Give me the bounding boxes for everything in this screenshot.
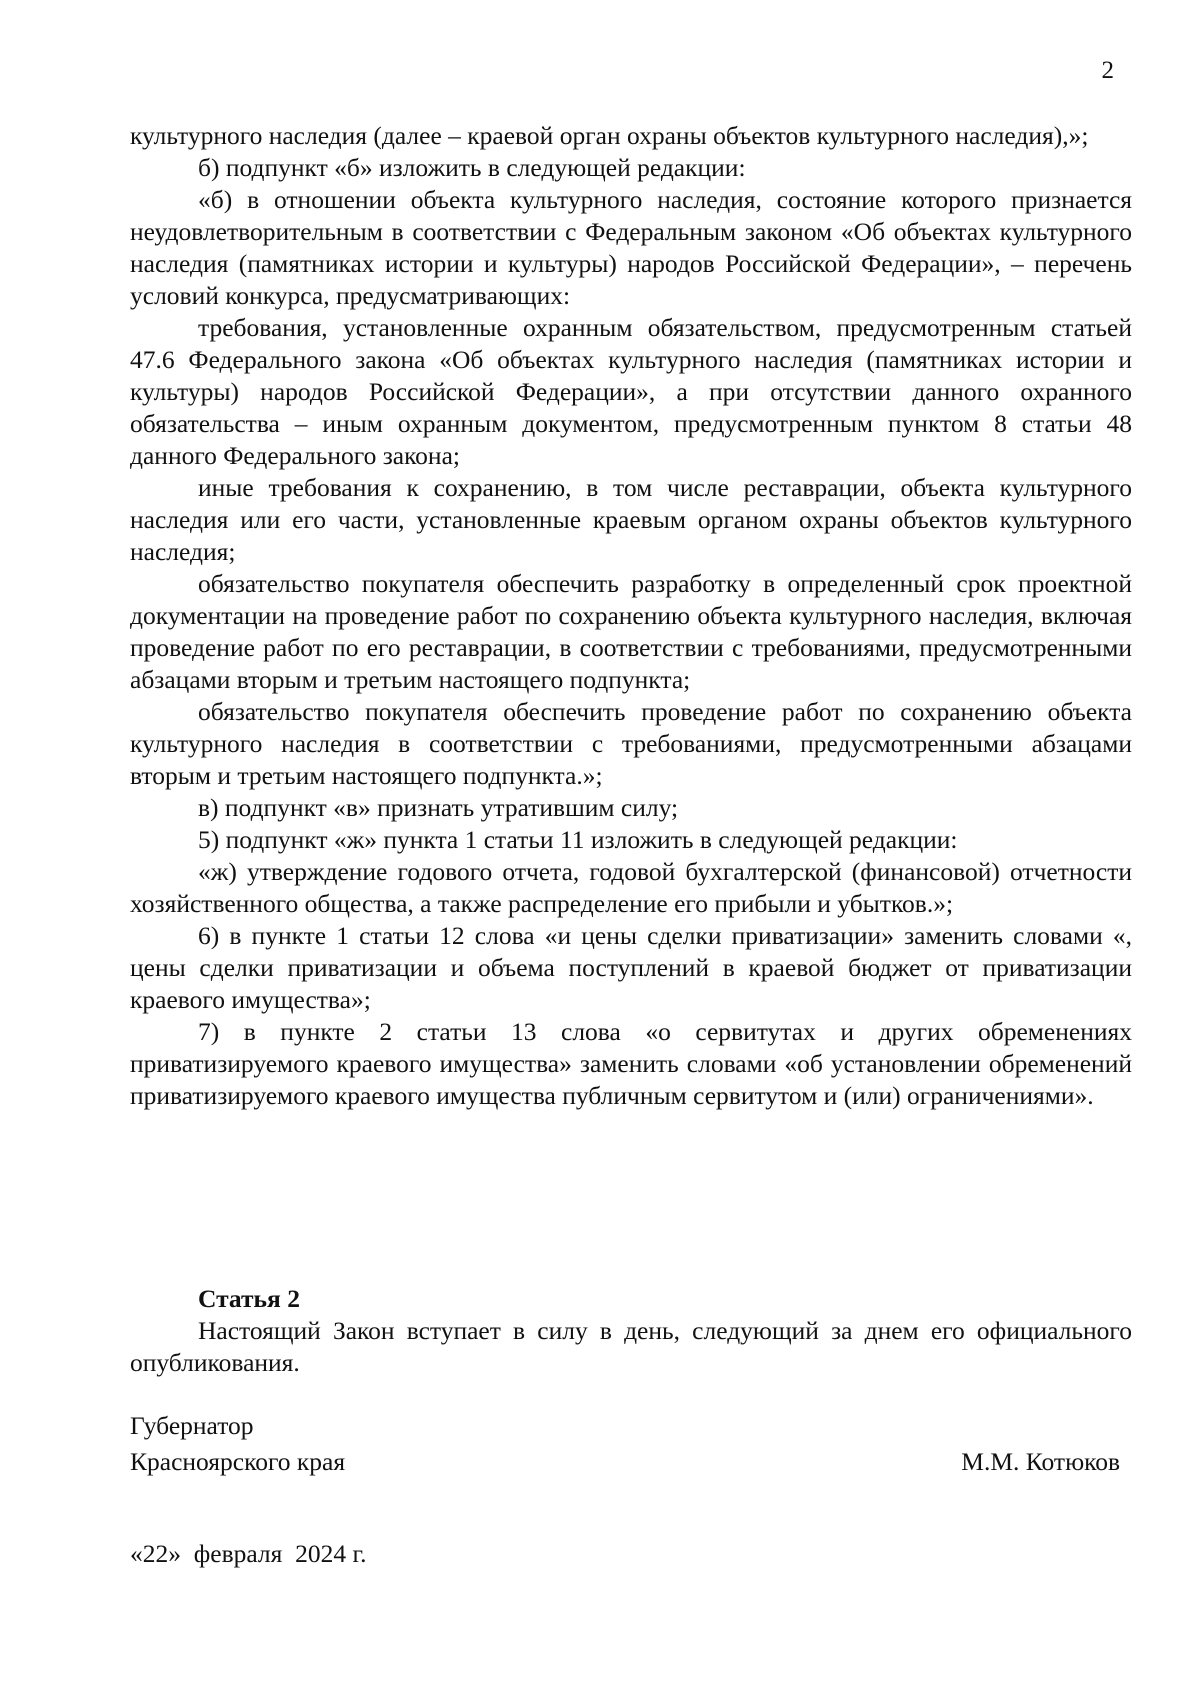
- document-date: «22» февраля 2024 г.: [130, 1539, 367, 1568]
- signature-block: [130, 1408, 1120, 1480]
- paragraph-11: 6) в пункте 1 статьи 12 слова «и цены сделки приватизации» заменить словами «, цены сделки приватизации и объема поступлений в краевой бюджет от приватизации краевого имущества»;: [130, 921, 1132, 1014]
- article-2-section: [130, 1283, 1132, 1379]
- paragraph-1: культурного наследия (далее – краевой орган охраны объектов культурного наследия),»;: [130, 121, 1089, 150]
- article-heading: Статья 2: [198, 1284, 300, 1313]
- signature-row: [130, 1444, 1120, 1480]
- signatory-position-line-1: Губернатор: [130, 1411, 254, 1440]
- signatory-name: М.М. Котюков: [961, 1447, 1120, 1476]
- paragraph-12: 7) в пункте 2 статьи 13 слова «о сервитутах и других обременениях приватизируемого краевого имущества» заменить словами «об установлении обременений приватизируемого краевого имущества публичным сервитутом и (или) ограничениями».: [130, 1017, 1132, 1110]
- paragraph-5: иные требования к сохранению, в том числе реставрации, объекта культурного наследия или его части, установленные краевым органом охраны объектов культурного наследия;: [130, 473, 1132, 566]
- page-number: 2: [1101, 57, 1114, 84]
- paragraph-3: «б) в отношении объекта культурного наследия, состояние которого признается неудовлетворительным в соответствии с Федеральным законом «Об объектах культурного наследия (памятниках истории и культуры) народов Российской Федерации», – перечень условий конкурса, предусматривающих:: [130, 185, 1132, 310]
- paragraph-4: требования, установленные охранным обязательством, предусмотренным статьей 47.6 Федерального закона «Об объектах культурного наследия (памятниках истории и культуры) народов Российской Федерации», а при отсутствии данного охранного обязательства – иным охранным документом, предусмотренным пунктом 8 статьи 48 данного Федерального закона;: [130, 313, 1132, 470]
- paragraph-8: в) подпункт «в» признать утратившим силу;: [198, 793, 679, 822]
- paragraph-10: «ж) утверждение годового отчета, годовой бухгалтерской (финансовой) отчетности хозяйственного общества, а также распределение его прибыли и убытков.»;: [130, 857, 1132, 918]
- paragraph-6: обязательство покупателя обеспечить разработку в определенный срок проектной документации на проведение работ по сохранению объекта культурного наследия, включая проведение работ по его реставрации, в соответствии с требованиями, предусмотренными абзацами вторым и третьим настоящего подпункта;: [130, 569, 1132, 694]
- signatory-position-line-2: Красноярского края: [130, 1447, 346, 1476]
- paragraph-2: б) подпункт «б» изложить в следующей редакции:: [198, 153, 746, 182]
- document-body: [130, 120, 1132, 1112]
- paragraph-9: 5) подпункт «ж» пункта 1 статьи 11 изложить в следующей редакции:: [198, 825, 958, 854]
- article-text: Настоящий Закон вступает в силу в день, следующий за днем его официального опубликования.: [130, 1316, 1132, 1377]
- paragraph-7: обязательство покупателя обеспечить проведение работ по сохранению объекта культурного наследия в соответствии с требованиями, предусмотренными абзацами вторым и третьим настоящего подпункта.»;: [130, 697, 1132, 790]
